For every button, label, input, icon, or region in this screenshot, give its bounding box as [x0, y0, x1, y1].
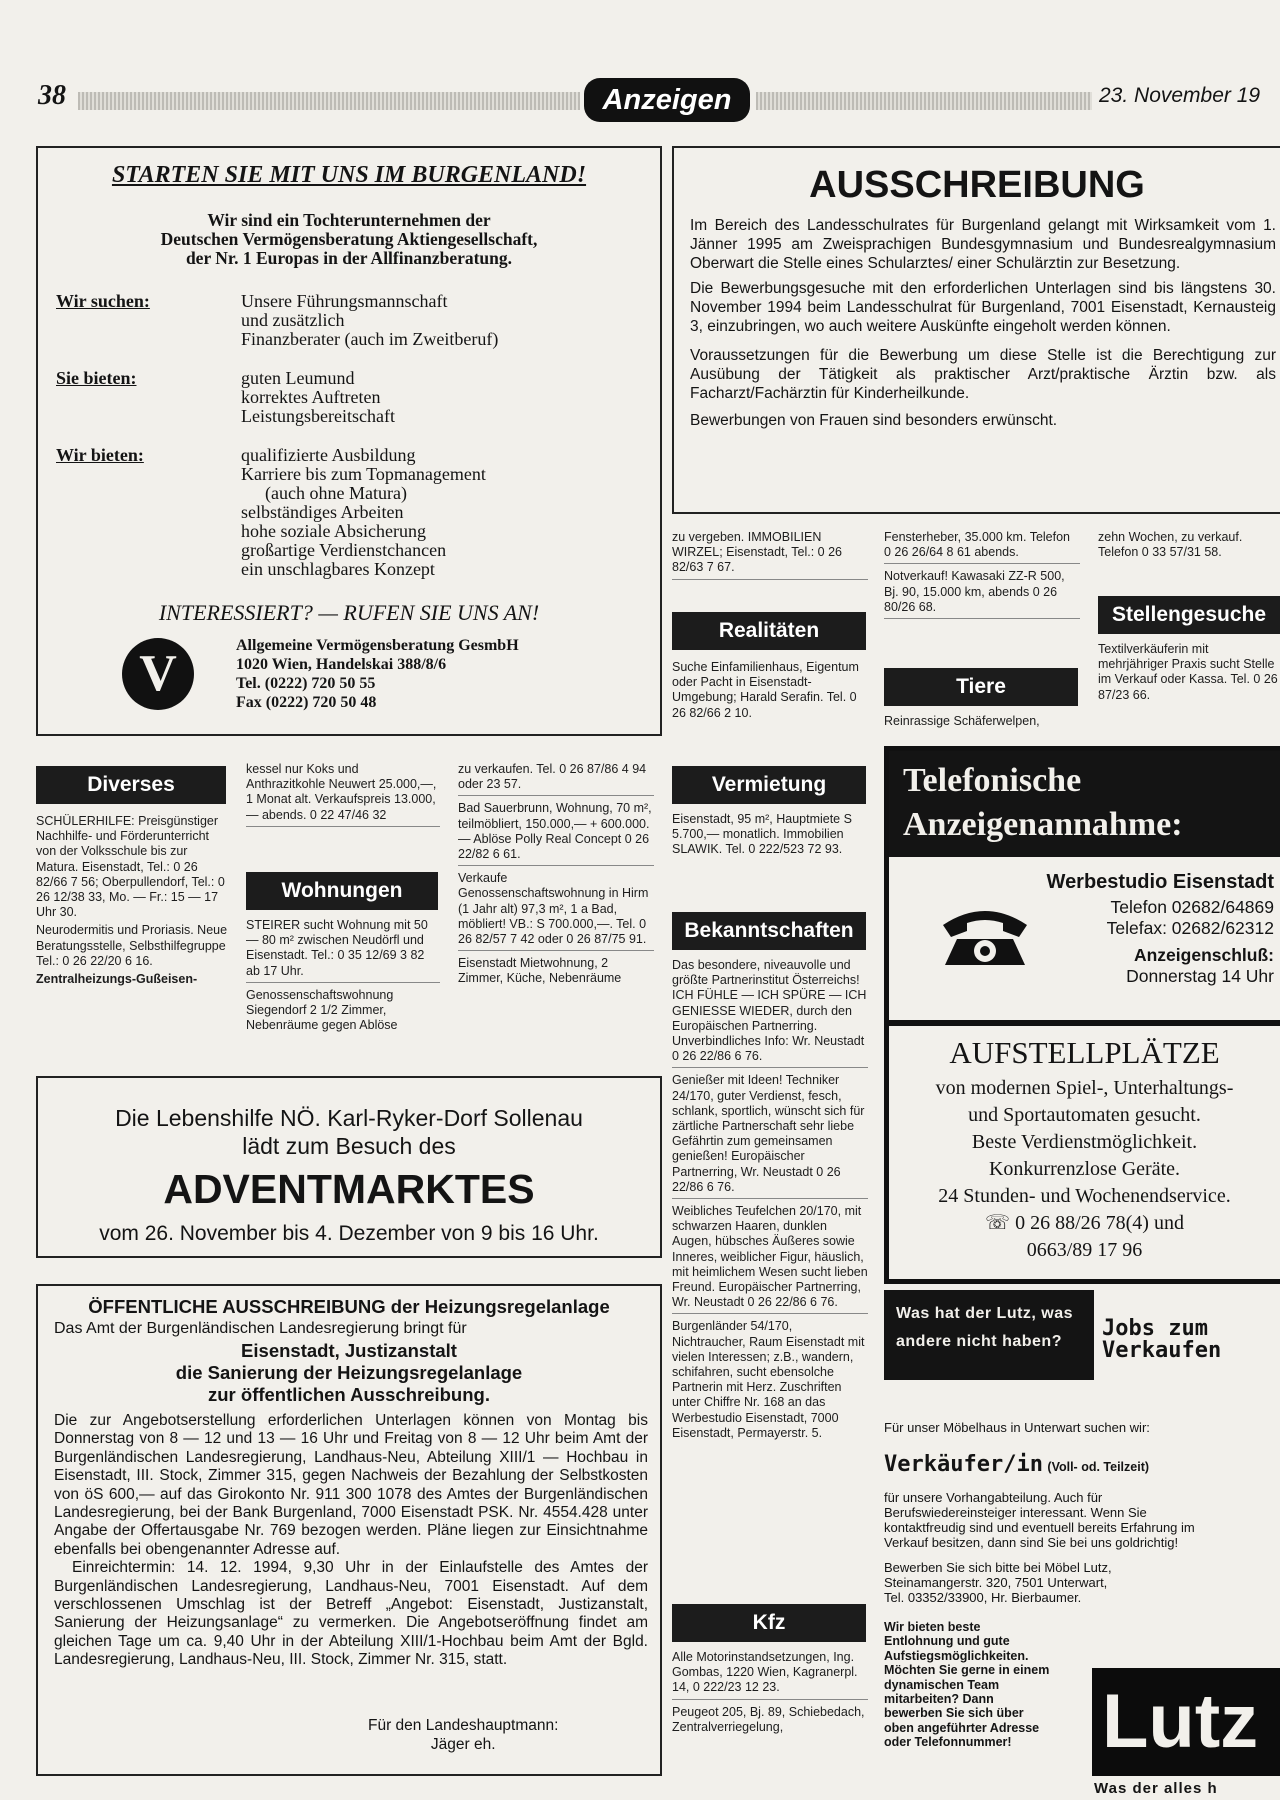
classified-zehn-wochen: zehn Wochen, zu verkauf. Telefon 0 33 57/31 58.: [1098, 530, 1243, 560]
classified-stellengesuche: Textilverkäuferin mit mehrjähriger Praxis sucht Stelle im Verkauf oder Kassa. Tel. 0 26 87/23 66.: [1098, 642, 1278, 702]
heizung-signature: Für den Landeshauptmann: Jäger eh.: [368, 1717, 559, 1753]
dvag-title: STARTEN SIE MIT UNS IM BURGENLAND!: [111, 162, 587, 188]
phone-icon: ☏: [985, 1212, 1016, 1234]
dvag-intro: Wir sind ein Tochterunternehmen der Deutschen Vermögensberatung Aktiengesellschaft, der Nr. 1 Europas in der Allfinanzberatung.: [160, 210, 538, 268]
dvag-label-sie-bieten: Sie bieten:: [56, 368, 137, 388]
aufstell-body: von modernen Spiel-, Unterhaltungs- und Sportautomaten gesucht. Beste Verdienstmöglichkeit. Konkurrenzlose Geräte. 24 Stunden- und Wochenendservice. ☏ 0 26 88/26 78(4) und 0663/89 17 96: [935, 1077, 1234, 1261]
dvag-label-suchen: Wir suchen:: [56, 291, 150, 311]
heading-kfz: Kfz: [672, 1604, 866, 1642]
telefon-studio: Werbestudio Eisenstadt: [1046, 871, 1274, 893]
telefon-ad: [884, 746, 1280, 1026]
lutz-logo: Lutz: [1092, 1668, 1280, 1776]
classified-bekanntschaften: Das besondere, niveauvolle und größte Partnerinstitut Österreichs! ICH FÜHLE — ICH SPÜRE — ICH GENIESSE WIEDER, durch den Europäischen Partnerring. Unverbindliches Info: Wr. Neustadt 0 26 22/86 6 76. Genießer mit Ideen! Techniker 24/170, guter Verdienst, fesch, schlank, sportlich, wünscht sich für zärtliche Partnerschaft sehr liebe Gefährtin zum gemeinsamen genießen! Europäischer Partnerring, Wr. Neustadt 0 26 22/86 6 76. Weibliches Teufelchen 20/170, mit schwarzen Haaren, dunklen Augen, hübsches Äußeres sowie Inneres, weiblicher Figur, häuslich, mit heimlichem Wesen sucht lieben Freund. Europäischer Partnerring, Wr. Neustadt 0 26 22/86 6 76. Burgenländer 54/170, Nichtraucher, Raum Eisenstadt mit vielen Interessen; z.B., wandern, schifahren, sucht ebensolche Partnerin mit Herz. Zuschriften unter Chiffre Nr. 168 an das Werbestudio Eisenstadt, 7000 Eisenstadt, Permayerstr. 5.: [672, 958, 868, 1440]
classified-vermietung: Eisenstadt, 95 m², Hauptmiete S 5.700,— monatlich. Immobilien SLAWIK. Tel. 0 222/523 72 93.: [672, 812, 852, 857]
lutz-intro: Für unser Möbelhaus in Unterwart suchen wir:: [884, 1420, 1150, 1435]
dvag-cta: INTERESSIERT? — RUFEN SIE UNS AN!: [158, 600, 540, 625]
telefon-banner: Telefonische Anzeigenannahme:: [889, 751, 1280, 857]
lutz-position: Verkäufer/in (Voll- od. Teilzeit): [884, 1452, 1150, 1477]
lutz-description: für unsere Vorhangabteilung. Auch für Berufswiedereinsteiger interessant. Wenn Sie kontaktfreudig sind und eventuell bereits Erfahrung im Verkauf besitzen, dann sind Sie bei uns goldrichtig!: [884, 1490, 1195, 1550]
classified-realitaeten: Suche Einfamilienhaus, Eigentum oder Pacht in Eisenstadt-Umgebung; Harald Serafin. Tel. 0 26 82/66 2 10.: [672, 660, 859, 720]
aufstell-title: AUFSTELLPLÄTZE: [949, 1035, 1220, 1070]
dvag-label-wir-bieten: Wir bieten:: [56, 445, 144, 465]
lutz-apply: Bewerben Sie sich bitte bei Möbel Lutz, Steinamangerstr. 320, 7501 Unterwart, Tel. 03352/33900, Hr. Bierbaumer.: [884, 1560, 1112, 1605]
issue-date: 23. November 19: [1099, 84, 1261, 107]
lebenshilfe-dates: vom 26. November bis 4. Dezember von 9 bis 16 Uhr.: [99, 1222, 599, 1245]
lutz-offer: Wir bieten beste Entlohnung und gute Aufstiegsmöglichkeiten. Möchten Sie gerne in einem dynamischen Team mitarbeiten? Dann bewerben Sie sich über oben angeführter Adresse oder Telefonnummer!: [884, 1620, 1050, 1750]
telefon-numbers: Telefon 02682/64869 Telefax: 02682/62312: [1106, 897, 1274, 938]
telephone-icon: [939, 903, 1031, 969]
heizung-subtitle: Eisenstadt, Justizanstalt die Sanierung der Heizungsregelanlage zur öffentlichen Ausschreibung.: [175, 1340, 523, 1405]
classified-fensterheber: Fensterheber, 35.000 km. Telefon 0 26 26/64 8 61 abends. Notverkauf! Kawasaki ZZ-R 500, Bj. 90, 15.000 km, abends 0 26 80/26 68.: [884, 530, 1080, 624]
dvag-sections: Wir suchen: Unsere Führungsmannschaft und zusätzlich Finanzberater (auch im Zweitberuf) Sie bieten: guten Leumund korrektes Auftreten Leistungsbereitschaft Wir bieten: qualifizierte Ausbildung Karriere bis zum Topmanagement (auch ohne Matura) selbständiges Arbeiten hohe soziale Absicherung großartige Verdienstchancen ein unschlagbares Konzept: [56, 291, 499, 579]
dvag-contact: Allgemeine Vermögensberatung GesmbH 1020 Wien, Handelskai 388/8/6 Tel. (0222) 720 50 55 Fax (0222) 720 50 48: [236, 637, 519, 711]
heading-wohnungen: Wohnungen: [246, 872, 438, 910]
dvag-logo: V: [122, 638, 194, 710]
lutz-ad: [884, 1290, 1280, 1800]
header-rule-right: [756, 92, 1092, 110]
heading-bekanntschaften: Bekanntschaften: [672, 912, 866, 950]
classified-kessel: kessel nur Koks und Anthrazitkohle Neuwert 25.000,—, 1 Monat alt. Verkaufspreis 13.000,— abends. 0 22 47/46 32: [246, 762, 440, 832]
ausschreibung-ad: [672, 146, 1280, 514]
heizung-body: Die zur Angebotserstellung erforderlichen Unterlagen können von Montag bis Donnerstag von 8 — 12 und 13 — 16 Uhr und Freitag von 8 — 12 Uhr beim Amt der Burgenländischen Landesregierung, Landhaus-Neu, Abteilung XIII/1 — Hochbau in Eisenstadt, III. Stock, Zimmer 315, gegen Nachweis der Bezahlung der Selbstkosten von öS 600,— auf das Girokonto Nr. 911 300 1078 des Amtes der Burgenländischen Landesregierung, bei der Bank Burgenland, 7000 Eisenstadt PSK. Nr. 4554.428 unter Angabe der Offertausgabe Nr. 769 bezogen werden. Pläne liegen zur Einsichtnahme ebenfalls bei obengenannter Adresse auf. Einreichtermin: 14. 12. 1994, 9,30 Uhr in der Einlaufstelle des Amtes der Burgenländischen Landesregierung, Landhaus-Neu, 7001 Eisenstadt. Auf dem verschlossenen Umschlag ist der Betreff „Angebot: Eisenstadt, Justizanstalt, Sanierung der Heizungsanlage“ zu vermerken. Die Angebotseröffnung findet am gleichen Tage um ca. 9,40 Uhr in der Abteilung XIII/1-Hochbau beim Amt der Bgld. Landesregierung, Landhaus-Neu, III. Stock, Zimmer Nr. 315, statt.: [54, 1412, 648, 1669]
classified-tiere: Reinrassige Schäferwelpen,: [884, 714, 1040, 728]
heading-diverses: Diverses: [36, 766, 226, 804]
heading-vermietung: Vermietung: [672, 766, 866, 804]
telefon-schluss: Anzeigenschluß: Donnerstag 14 Uhr: [1126, 945, 1274, 986]
ausschreibung-body: Im Bereich des Landesschulrates für Burgenland gelangt mit Wirksamkeit vom 1. Jänner 1995 am Zweisprachigen Bundesgymnasium und Bundesrealgymnasium Oberwart die Stelle eines Schularztes/ einer Schulärztin zur Besetzung. Die Bewerbungsgesuche mit den erforderlichen Unterlagen sind bis längstens 30. November 1994 beim Landesschulrat für Burgenland, 7001 Eisenstadt, Kernausteig 3, einzubringen, wo auch weitere Auskünfte eingeholt werden können. Voraussetzungen für die Bewerbung um diese Stelle ist die Berechtigung zur Ausübung der Tätigkeit als praktischer Arzt/praktische Ärztin bzw. als Facharzt/Fachärztin für Kinderheilkunde. Bewerbungen von Frauen sind besonders erwünscht.: [690, 217, 1276, 429]
heading-realitaeten: Realitäten: [672, 612, 866, 650]
classified-diverses: SCHÜLERHILFE: Preisgünstiger Nachhilfe- und Förderunterricht von der Volksschule bis zur Matura. Eisenstadt, Tel.: 0 26 82/66 7 56; Oberpullendorf, Tel.: 0 26 12/38 33, Mo. — Fr.: 15 — 17 Uhr 30. Neurodermitis und Proriasis. Neue Beratungsstelle, Selbsthilfegruppe Tel.: 0 26 22/20 6 16. Zentralheizungs-Gußeisen-: [36, 814, 228, 987]
dvag-ad: [36, 146, 662, 736]
classified-wohnungen: STEIRER sucht Wohnung mit 50 — 80 m² zwischen Neudörfl und Eisenstadt. Tel.: 0 35 12/69 3 82 ab 17 Uhr. Genossenschaftswohnung Siegendorf 2 1/2 Zimmer, Nebenräume gegen Ablöse: [246, 918, 440, 1036]
aufstell-ad: [884, 1020, 1280, 1284]
lutz-slogan: Was der alles h: [1094, 1780, 1218, 1797]
header-rule-left: [78, 92, 580, 110]
heizung-ad: [36, 1284, 662, 1776]
heading-stellengesuche: Stellengesuche: [1098, 596, 1280, 634]
heizung-intro: Das Amt der Burgenländischen Landesregierung bringt für: [54, 1320, 467, 1337]
heizung-title: ÖFFENTLICHE AUSSCHREIBUNG der Heizungsregelanlage: [88, 1296, 610, 1317]
lebenshilfe-intro: Die Lebenshilfe NÖ. Karl-Ryker-Dorf Sollenau lädt zum Besuch des: [115, 1105, 583, 1159]
page-number: 38: [38, 80, 66, 111]
classified-immobilien: zu vergeben. IMMOBILIEN WIRZEL; Eisenstadt, Tel.: 0 26 82/63 7 67.: [672, 530, 868, 585]
section-title: Anzeigen: [584, 78, 750, 122]
classified-kfz: Alle Motorinstandsetzungen, Ing. Gombas, 1220 Wien, Kagranerpl. 14, 0 222/23 12 23. Peugeot 205, Bj. 89, Schiebedach, Zentralverriegelung,: [672, 1650, 868, 1738]
lutz-jobs: Jobs zum Verkaufen: [1102, 1316, 1222, 1363]
lutz-question: Was hat der Lutz, was andere nicht haben?: [884, 1290, 1094, 1380]
classified-wohnungen-2: zu verkaufen. Tel. 0 26 87/86 4 94 oder 23 57. Bad Sauerbrunn, Wohnung, 70 m², teilmöbliert, 150.000,— + 600.000.— Ablöse Polly Real Concept 0 26 22/82 6 61. Verkaufe Genossenschaftswohnung in Hirm (1 Jahr alt) 97,3 m², 1 a Bad, möbliert! VB.: S 700.000,—. Tel. 0 26 82/57 7 42 oder 0 26 87/75 91. Eisenstadt Mietwohnung, 2 Zimmer, Küche, Nebenräume: [458, 762, 654, 990]
heading-tiere: Tiere: [884, 668, 1078, 706]
lebenshilfe-title: ADVENTMARKTES: [163, 1166, 535, 1212]
lebenshilfe-ad: [36, 1076, 662, 1258]
ausschreibung-title: AUSSCHREIBUNG: [809, 164, 1145, 206]
